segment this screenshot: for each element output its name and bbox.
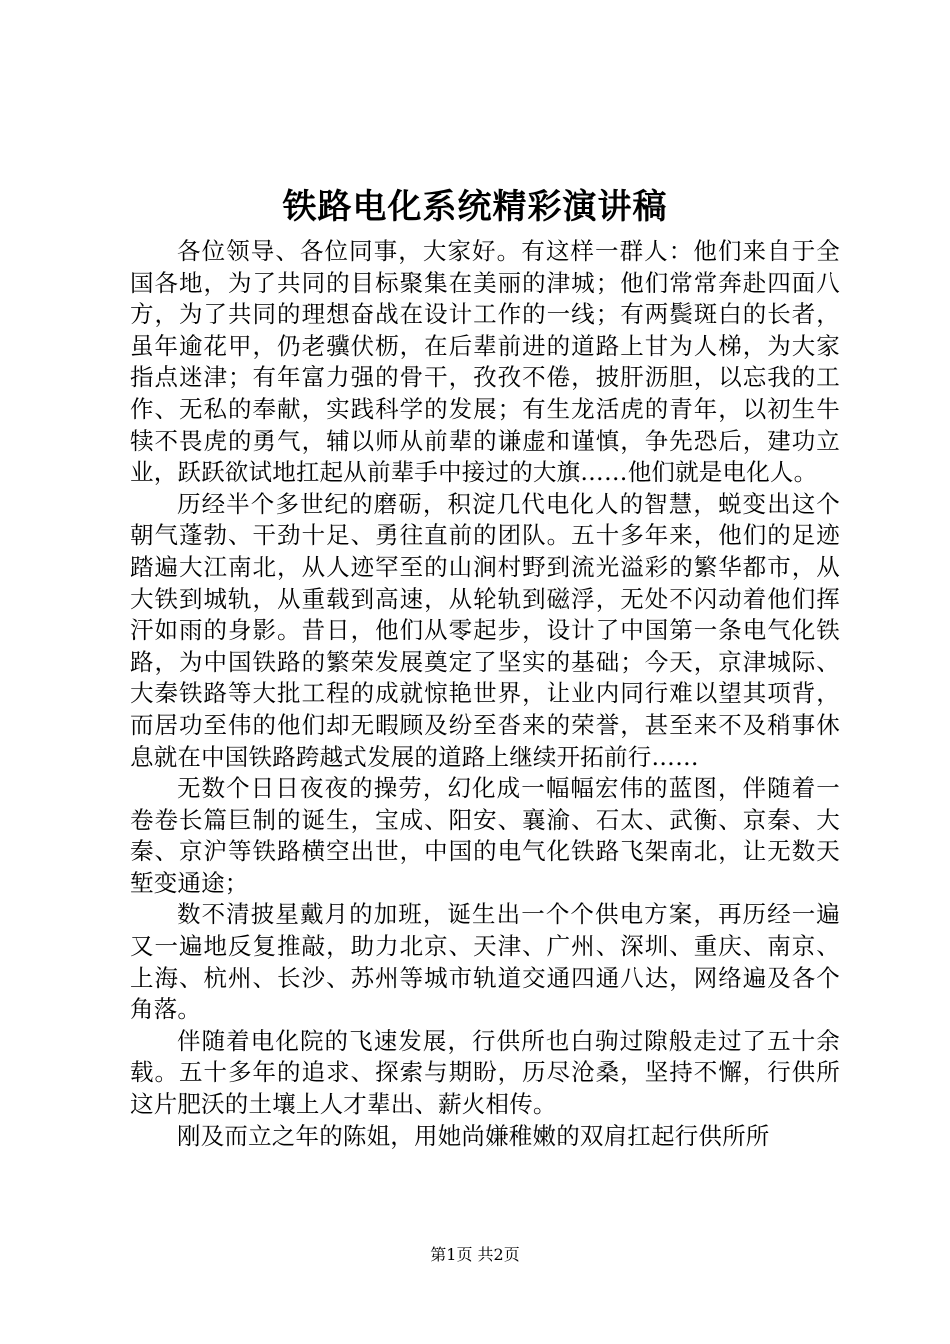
paragraph-5: 伴随着电化院的飞速发展，行供所也白驹过隙般走过了五十余载。五十多年的追求、探索与期盼，历尽沧桑，坚持不懈，行供所这片肥沃的土壤上人才辈出、薪火相传。	[130, 1026, 840, 1119]
paragraph-4: 数不清披星戴月的加班，诞生出一个个供电方案，再历经一遍又一遍地反复推敲，助力北京、天津、广州、深圳、重庆、南京、上海、杭州、长沙、苏州等城市轨道交通四通八达，网络遍及各个角落。	[130, 900, 840, 1024]
paragraph-6: 刚及而立之年的陈姐，用她尚嫌稚嫩的双肩扛起行供所所	[177, 1121, 770, 1150]
paragraph-1: 各位领导、各位同事，大家好。有这样一群人：他们来自于全国各地，为了共同的目标聚集在美丽的津城；他们常常奔赴四面八方，为了共同的理想奋战在设计工作的一线；有两鬓斑白的长者，虽年逾花甲，仍老骥伏枥，在后辈前进的道路上甘为人梯，为大家指点迷津；有年富力强的骨干，孜孜不倦，披肝沥胆，以忘我的工作、无私的奉献，实践科学的发展；有生龙活虎的青年，以初生牛犊不畏虎的勇气，辅以师从前辈的谦虚和谨慎，争先恐后，建功立业，跃跃欲试地扛起从前辈手中接过的大旗……他们就是电化人。	[130, 237, 840, 487]
paragraph-3: 无数个日日夜夜的操劳，幻化成一幅幅宏伟的蓝图，伴随着一卷卷长篇巨制的诞生，宝成、阳安、襄渝、石太、武衡、京秦、大秦、京沪等铁路横空出世，中国的电气化铁路飞架南北，让无数天堑变通途；	[130, 774, 840, 897]
page-footer: 第1页 共2页	[430, 1245, 520, 1264]
document-title: 铁路电化系统精彩演讲稿	[282, 187, 668, 227]
paragraph-2: 历经半个多世纪的磨砺，积淀几代电化人的智慧，蜕变出这个朝气蓬勃、干劲十足、勇往直前的团队。五十多年来，他们的足迹踏遍大江南北，从人迹罕至的山涧村野到流光溢彩的繁华都市，从大铁到城轨，从重载到高速，从轮轨到磁浮，无处不闪动着他们挥汗如雨的身影。昔日，他们从零起步，设计了中国第一条电气化铁路，为中国铁路的繁荣发展奠定了坚实的基础；今天，京津城际、大秦铁路等大批工程的成就惊艳世界，让业内同行难以望其项背，而居功至伟的他们却无暇顾及纷至沓来的荣誉，甚至来不及稍事休息就在中国铁路跨越式发展的道路上继续开拓前行……	[130, 489, 840, 771]
document-body	[130, 236, 840, 1152]
